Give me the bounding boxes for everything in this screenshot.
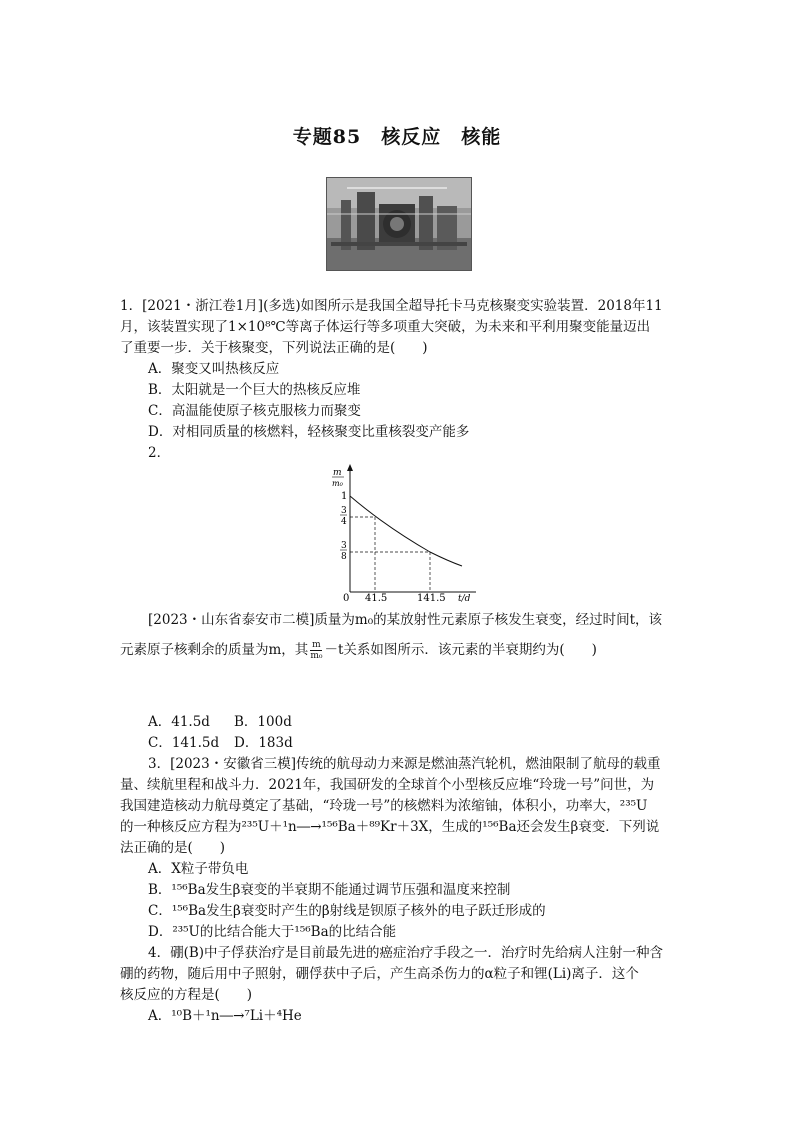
q2-line2b: －t关系如图所示．该元素的半衰期约为( ): [324, 642, 597, 658]
q4-option-a: A．¹⁰B＋¹n―→⁷Li＋⁴He: [148, 1008, 302, 1024]
y-axis-arrow: [347, 464, 353, 471]
q2-fraction: [310, 640, 322, 661]
q2-line1: [2023・山东省泰安市二模]质量为m₀的某放射性元素原子核发生衰变，经过时间t，该: [148, 612, 663, 628]
y-label-den: m₀: [332, 479, 343, 488]
q4-line1: 4．硼(B)中子俘获治疗是目前最先进的癌症治疗手段之一．治疗时先给病人注射一种含: [148, 945, 664, 961]
decay-graph: [330, 462, 480, 602]
q2-frac-num: m: [312, 640, 321, 650]
q4-line2: 硼的药物，随后用中子照射，硼俘获中子后，产生高杀伤力的α粒子和锂(Li)离子．这个: [120, 966, 639, 982]
y-tick-38-num: 3: [341, 541, 347, 551]
q1-option-c: C．高温能使原子核克服核力而聚变: [148, 403, 361, 419]
q2-option-b: B．100d: [234, 714, 292, 730]
y-tick-34-num: 3: [341, 506, 347, 516]
q2-options-cd: [148, 733, 293, 753]
q2-option-c: C．141.5d: [148, 735, 220, 751]
y-tick-34-den: 4: [341, 517, 347, 527]
q3-line4: 的一种核反应方程为²³⁵U＋¹n―→¹⁵⁶Ba＋⁸⁹Kr＋3X，生成的¹⁵⁶Ba还会发生β衰变．下列说: [120, 819, 660, 835]
tokamak-illustration: [327, 178, 471, 270]
y-label-num: m: [333, 468, 342, 478]
q3-option-a: A．X粒子带负电: [148, 861, 249, 877]
x-tick-41: 41.5: [365, 593, 388, 602]
q1-option-b: B．太阳就是一个巨大的热核反应堆: [148, 382, 361, 398]
q1-option-a: A．聚变又叫热核反应: [148, 361, 280, 377]
page-title: 专题85 核反应 核能: [292, 126, 502, 148]
q1-option-d: D．对相同质量的核燃料，轻核聚变比重核裂变产能多: [148, 424, 470, 440]
q2-line2: [120, 640, 597, 661]
q3-line1: 3．[2023・安徽省三模]传统的航母动力来源是燃油蒸汽轮机，燃油限制了航母的载重: [148, 756, 661, 772]
y-tick-38-den: 8: [341, 552, 347, 562]
q2-options-ab: [148, 712, 292, 732]
origin-label: 0: [343, 593, 350, 602]
tokamak-photo: [326, 177, 472, 271]
q3-line5: 法正确的是( ): [120, 840, 226, 856]
q1-line1: 1．[2021・浙江卷1月](多选)如图所示是我国全超导托卡马克核聚变实验装置．2018年11: [120, 298, 663, 314]
q1-line2: 月，该装置实现了1×10⁸℃等离子体运行等多项重大突破，为未来和平利用聚变能量迈出: [120, 319, 651, 335]
q3-line2: 量、续航里程和战斗力．2021年，我国研发的全球首个小型核反应堆“玲珑一号”问世，为: [120, 777, 655, 793]
q3-option-c: C．¹⁵⁶Ba发生β衰变时产生的β射线是钡原子核外的电子跃迁形成的: [148, 903, 546, 919]
q3-line3: 我国建造核动力航母奠定了基础，“玲珑一号”的核燃料为浓缩铀，体积小，功率大，²³⁵U: [120, 798, 648, 814]
q2-number: 2．: [148, 445, 171, 461]
q2-frac-den: m₀: [310, 651, 323, 661]
q1-line3: 了重要一步．关于核聚变，下列说法正确的是( ): [120, 340, 428, 356]
y-tick-1: 1: [341, 491, 348, 502]
q2-option-a: A．41.5d: [148, 714, 210, 730]
x-label: t/d: [458, 594, 471, 602]
decay-curve: [350, 496, 462, 566]
x-tick-141: 141.5: [417, 593, 446, 602]
q2-option-d: D．183d: [234, 735, 293, 751]
q2-line2a: 元素原子核剩余的质量为m，其: [120, 642, 309, 658]
q4-line3: 核反应的方程是( ): [120, 987, 253, 1003]
q3-option-b: B．¹⁵⁶Ba发生β衰变的半衰期不能通过调节压强和温度来控制: [148, 882, 511, 898]
q3-option-d: D．²³⁵U的比结合能大于¹⁵⁶Ba的比结合能: [148, 924, 397, 940]
